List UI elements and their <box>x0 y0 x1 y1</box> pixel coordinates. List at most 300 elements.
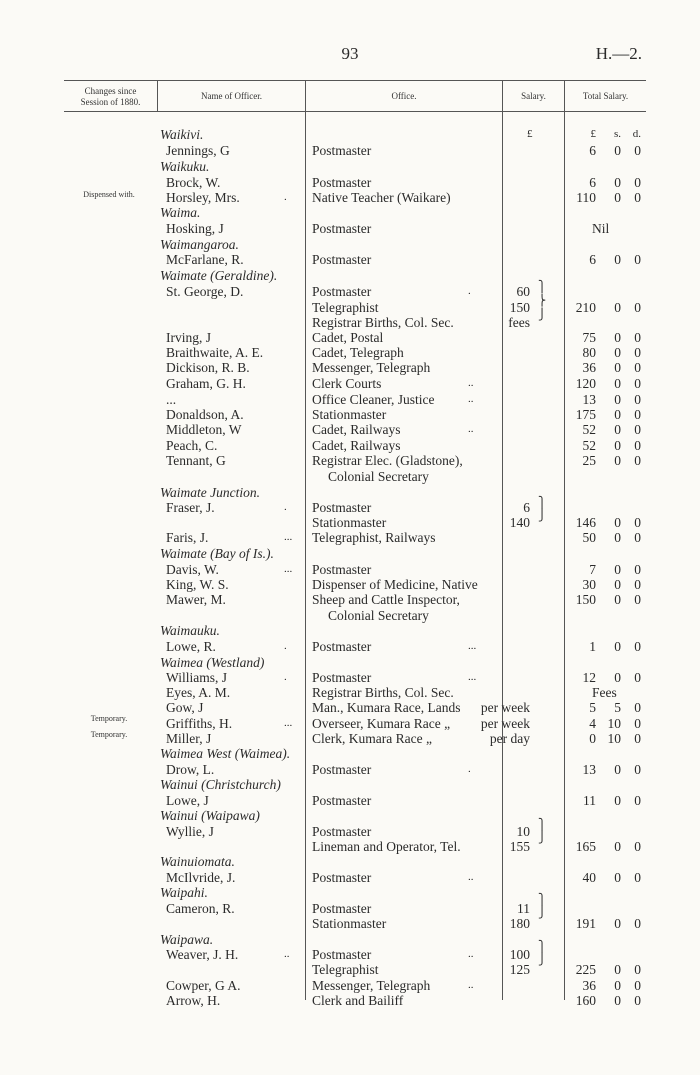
office-title: Postmaster <box>312 870 372 885</box>
total-pounds: 6 <box>589 143 596 158</box>
place-name: Waikivi. <box>160 127 204 142</box>
total-pounds: 160 <box>575 993 596 1008</box>
total-shillings: 10 <box>607 716 621 731</box>
officer-name: Jennings, G <box>166 143 230 158</box>
office-title: Postmaster <box>312 670 372 685</box>
total-shillings: 0 <box>614 762 621 777</box>
total-pence: 0 <box>634 345 641 360</box>
place-heading-row <box>0 159 700 174</box>
total-pence: 0 <box>634 515 641 530</box>
table-row <box>0 252 700 267</box>
total-salary <box>570 175 646 190</box>
office-title: Stationmaster <box>312 916 387 931</box>
table-row <box>0 916 700 931</box>
total-pence: 0 <box>634 731 641 746</box>
total-pence: 0 <box>634 190 641 205</box>
place-name: Waimauku. <box>160 623 220 638</box>
office-title: Sheep and Cattle Inspector, <box>312 592 460 607</box>
total-shillings: 0 <box>614 916 621 931</box>
total-pence: 0 <box>634 392 641 407</box>
place-heading-row <box>0 777 700 792</box>
table-row <box>0 947 700 962</box>
total-salary <box>570 407 646 422</box>
office-title: Cadet, Railways <box>312 438 401 453</box>
total-shillings: 0 <box>614 639 621 654</box>
salary-brace: ⎫ ⎬ ⎭ <box>538 281 547 321</box>
salary-value: 11 <box>517 901 530 916</box>
officer-name: Irving, J <box>166 330 211 345</box>
officer-name: Lowe, R. <box>166 639 216 654</box>
table-row <box>0 762 700 777</box>
total-shillings: 0 <box>614 392 621 407</box>
place-name: Waimea West (Waimea). <box>160 746 291 761</box>
total-salary <box>570 916 646 931</box>
total-pence: 0 <box>634 252 641 267</box>
officer-name: Lowe, J <box>166 793 209 808</box>
place-heading-row <box>0 746 700 761</box>
total-pence: 0 <box>634 916 641 931</box>
table-row <box>0 978 700 993</box>
total-salary <box>570 438 646 453</box>
total-pounds: 36 <box>582 978 596 993</box>
leader-dots: .. <box>468 393 474 405</box>
total-pounds: 4 <box>589 716 596 731</box>
total-salary <box>570 562 646 577</box>
officer-name: King, W. S. <box>166 577 229 592</box>
salary-brace: ⎫ ⎭ <box>538 941 547 966</box>
officer-name: St. George, D. <box>166 284 244 299</box>
total-shillings: 0 <box>614 577 621 592</box>
total-shillings: 0 <box>614 453 621 468</box>
salary-value: 180 <box>509 916 530 931</box>
total-pounds: 11 <box>583 793 596 808</box>
total-pounds: 13 <box>582 392 596 407</box>
officer-name: Miller, J <box>166 731 212 746</box>
total-pounds: 40 <box>582 870 596 885</box>
officer-name: Dickison, R. B. <box>166 360 250 375</box>
total-salary <box>570 376 646 391</box>
leader-dots: .. <box>468 377 474 389</box>
total-pounds: 50 <box>582 530 596 545</box>
table-row <box>0 345 700 360</box>
office-title: Colonial Secretary <box>328 608 429 623</box>
total-salary <box>570 345 646 360</box>
office-title: Overseer, Kumara Race „ <box>312 716 451 731</box>
place-name: Waima. <box>160 205 201 220</box>
header-changes: Changes since Session of 1880. <box>80 86 141 107</box>
total-salary <box>570 330 646 345</box>
total-shillings: 0 <box>614 962 621 977</box>
table-row <box>0 143 700 158</box>
officer-name: Cowper, G A. <box>166 978 241 993</box>
total-shillings: 0 <box>614 300 621 315</box>
total-pence: 0 <box>634 978 641 993</box>
place-heading-row <box>0 127 700 142</box>
office-title: Clerk and Bailiff <box>312 993 404 1008</box>
office-title: Postmaster <box>312 639 372 654</box>
header-total: Total Salary. <box>582 91 629 101</box>
total-pounds: 7 <box>589 562 596 577</box>
total-salary <box>570 515 646 530</box>
header-salary: Salary. <box>521 91 546 101</box>
office-title: Postmaster <box>312 562 372 577</box>
total-salary <box>570 453 646 468</box>
place-name: Waipawa. <box>160 932 214 947</box>
leader-dots: .. <box>468 423 474 435</box>
leader-dots: . <box>284 640 287 652</box>
leader-dots: .. <box>284 948 290 960</box>
total-salary <box>570 793 646 808</box>
officer-name: Drow, L. <box>166 762 215 777</box>
table-row <box>0 700 700 715</box>
total-salary <box>570 716 646 731</box>
table-row <box>0 376 700 391</box>
total-pence: 0 <box>634 562 641 577</box>
officer-name: Brock, W. <box>166 175 221 190</box>
total-pence: 0 <box>634 376 641 391</box>
total-units: £ s. d. <box>590 128 641 140</box>
table-row <box>0 562 700 577</box>
total-pounds: 12 <box>582 670 596 685</box>
salary-value: 10 <box>516 824 530 839</box>
place-name: Waikuku. <box>160 159 210 174</box>
total-pounds: 30 <box>582 577 596 592</box>
place-name: Waimate (Geraldine). <box>160 268 278 283</box>
total-pence: 0 <box>634 577 641 592</box>
table-row <box>0 685 700 700</box>
total-pounds: 6 <box>589 175 596 190</box>
table-row <box>0 716 700 731</box>
total-pence: 0 <box>634 438 641 453</box>
total-pence: 0 <box>634 422 641 437</box>
total-pence: 0 <box>634 530 641 545</box>
office-title: Postmaster <box>312 221 372 236</box>
total-shillings: 0 <box>614 143 621 158</box>
officer-name: Donaldson, A. <box>166 407 244 422</box>
total-salary <box>570 993 646 1008</box>
place-name: Waimate Junction. <box>160 485 260 500</box>
total-salary <box>570 839 646 854</box>
leader-dots: . <box>468 285 471 297</box>
total-pounds: 6 <box>589 252 596 267</box>
officer-name: Graham, G. H. <box>166 376 246 391</box>
table-top-rule <box>64 80 646 81</box>
leader-dots: .. <box>468 871 474 883</box>
table-header-rule <box>64 111 646 112</box>
total-shillings: 0 <box>614 360 621 375</box>
table-row <box>0 824 700 839</box>
table-row <box>0 500 700 515</box>
leader-dots: . <box>284 501 287 513</box>
total-shillings: 0 <box>614 345 621 360</box>
total-pence: 0 <box>634 700 641 715</box>
total-pence: 0 <box>634 839 641 854</box>
salary-value: 100 <box>509 947 530 962</box>
total-pounds: 25 <box>582 453 596 468</box>
table-row <box>0 360 700 375</box>
total-salary <box>570 252 646 267</box>
total-pounds: 120 <box>575 376 596 391</box>
total-shillings: 0 <box>614 438 621 453</box>
office-title: Man., Kumara Race, Lands <box>312 700 461 715</box>
officer-name: Eyes, A. M. <box>166 685 231 700</box>
table-row <box>0 870 700 885</box>
office-title: Telegraphist <box>312 962 379 977</box>
total-pounds: 191 <box>575 916 596 931</box>
total-salary <box>570 143 646 158</box>
table-row <box>0 515 700 530</box>
total-salary <box>570 762 646 777</box>
total-salary <box>570 978 646 993</box>
total-text: Fees <box>592 685 617 700</box>
total-pence: 0 <box>634 870 641 885</box>
table-row <box>0 670 700 685</box>
place-heading-row <box>0 655 700 670</box>
officer-name: Tennant, G <box>166 453 226 468</box>
office-title: Office Cleaner, Justice <box>312 392 435 407</box>
place-name: Waimea (Westland) <box>160 655 265 670</box>
total-shillings: 0 <box>614 252 621 267</box>
office-title: Postmaster <box>312 762 372 777</box>
office-title: Postmaster <box>312 252 372 267</box>
page-number: 93 <box>341 44 359 63</box>
table-row <box>0 438 700 453</box>
leader-dots: .. <box>468 979 474 991</box>
table-row <box>0 530 700 545</box>
officer-name: McIlvride, J. <box>166 870 236 885</box>
office-title: Stationmaster <box>312 407 387 422</box>
total-salary <box>570 670 646 685</box>
salary-value: per week <box>480 700 530 715</box>
total-pence: 0 <box>634 762 641 777</box>
table-row <box>0 221 700 236</box>
officer-name: Middleton, W <box>166 422 242 437</box>
total-shillings: 0 <box>614 978 621 993</box>
total-shillings: 0 <box>614 515 621 530</box>
total-pence: 0 <box>634 143 641 158</box>
salary-value: per day <box>489 731 530 746</box>
total-shillings: 0 <box>614 839 621 854</box>
total-salary <box>570 221 646 236</box>
margin-note: Temporary. <box>90 714 128 723</box>
total-salary <box>570 685 646 700</box>
place-heading-row <box>0 485 700 500</box>
total-salary <box>570 592 646 607</box>
total-salary <box>570 639 646 654</box>
leader-dots: ... <box>468 640 477 652</box>
salary-brace: ⎫ ⎭ <box>538 819 547 844</box>
officer-name: ... <box>166 392 177 407</box>
place-heading-row <box>0 205 700 220</box>
leader-dots: .. <box>468 948 474 960</box>
officer-name: Mawer, M. <box>166 592 226 607</box>
place-heading-row <box>0 237 700 252</box>
total-pence: 0 <box>634 962 641 977</box>
salary-value: per week <box>480 716 530 731</box>
office-title: Messenger, Telegraph <box>312 360 431 375</box>
total-shillings: 0 <box>614 422 621 437</box>
table-row <box>0 639 700 654</box>
leader-dots: ... <box>284 717 293 729</box>
table-row <box>0 469 700 484</box>
table-row <box>0 315 700 330</box>
place-heading-row <box>0 885 700 900</box>
office-title: Cadet, Railways <box>312 422 401 437</box>
total-pence: 0 <box>634 175 641 190</box>
leader-dots: ... <box>284 563 293 575</box>
table-row <box>0 962 700 977</box>
officer-name: Cameron, R. <box>166 901 235 916</box>
header-office: Office. <box>391 91 417 101</box>
office-title: Postmaster <box>312 901 372 916</box>
place-heading-row <box>0 623 700 638</box>
total-salary <box>570 731 646 746</box>
officer-name: Hosking, J <box>166 221 224 236</box>
total-shillings: 0 <box>614 175 621 190</box>
total-shillings: 0 <box>614 870 621 885</box>
total-pounds: 52 <box>582 422 596 437</box>
place-name: Wainui (Christchurch) <box>160 777 281 792</box>
office-title: Lineman and Operator, Tel. <box>312 839 461 854</box>
total-pence: 0 <box>634 330 641 345</box>
table-row <box>0 422 700 437</box>
margin-note: Temporary. <box>90 730 128 739</box>
place-name: Waimangaroa. <box>160 237 239 252</box>
total-shillings: 0 <box>614 407 621 422</box>
officer-name: Arrow, H. <box>166 993 221 1008</box>
leader-dots: . <box>468 763 471 775</box>
total-pounds: 225 <box>575 962 596 977</box>
table-row <box>0 190 700 205</box>
office-title: Postmaster <box>312 284 372 299</box>
place-heading-row <box>0 268 700 283</box>
total-pounds: 210 <box>575 300 596 315</box>
office-title: Stationmaster <box>312 515 387 530</box>
office-title: Messenger, Telegraph <box>312 978 431 993</box>
document-reference: H.—2. <box>595 44 642 63</box>
table-row <box>0 731 700 746</box>
total-pounds: 13 <box>582 762 596 777</box>
office-title: Clerk Courts <box>312 376 382 391</box>
salary-brace: ⎫ ⎭ <box>538 497 547 522</box>
salary-value: 140 <box>509 515 530 530</box>
total-pounds: 75 <box>582 330 596 345</box>
office-title: Cadet, Postal <box>312 330 384 345</box>
total-pence: 0 <box>634 407 641 422</box>
table-row <box>0 577 700 592</box>
officer-name: Griffiths, H. <box>166 716 233 731</box>
salary-value: 6 <box>523 500 530 515</box>
total-pence: 0 <box>634 793 641 808</box>
leader-dots: . <box>284 671 287 683</box>
place-heading-row <box>0 546 700 561</box>
total-shillings: 0 <box>614 793 621 808</box>
total-pounds: 80 <box>582 345 596 360</box>
total-salary <box>570 360 646 375</box>
officer-name: Davis, W. <box>166 562 219 577</box>
place-heading-row <box>0 808 700 823</box>
officer-name: Williams, J <box>166 670 227 685</box>
table-row <box>0 592 700 607</box>
table-row <box>0 608 700 623</box>
officer-name: Faris, J. <box>166 530 209 545</box>
total-shillings: 0 <box>614 376 621 391</box>
office-title: Postmaster <box>312 143 372 158</box>
total-pounds: 175 <box>575 407 596 422</box>
total-pence: 0 <box>634 592 641 607</box>
table-row <box>0 300 700 315</box>
total-pence: 0 <box>634 993 641 1008</box>
officer-name: Peach, C. <box>166 438 218 453</box>
office-title: Cadet, Telegraph <box>312 345 404 360</box>
leader-dots: . <box>284 191 287 203</box>
total-shillings: 0 <box>614 592 621 607</box>
total-pounds: 1 <box>589 639 596 654</box>
total-shillings: 0 <box>614 330 621 345</box>
total-pence: 0 <box>634 716 641 731</box>
total-salary <box>570 190 646 205</box>
total-salary <box>570 530 646 545</box>
total-shillings: 0 <box>614 670 621 685</box>
total-pence: 0 <box>634 639 641 654</box>
total-shillings: 5 <box>614 700 621 715</box>
header-name: Name of Officer. <box>200 91 263 101</box>
office-title: Postmaster <box>312 947 372 962</box>
office-title: Native Teacher (Waikare) <box>312 190 451 205</box>
office-title: Postmaster <box>312 175 372 190</box>
table-row <box>0 407 700 422</box>
office-title: Postmaster <box>312 500 372 515</box>
margin-note: Dispensed with. <box>83 190 135 199</box>
office-title: Registrar Births, Col. Sec. <box>312 315 454 330</box>
salary-value: 155 <box>509 839 530 854</box>
office-title: Dispenser of Medicine, Native <box>312 577 478 592</box>
total-shillings: 0 <box>614 562 621 577</box>
salary-brace: ⎫ ⎭ <box>538 894 547 919</box>
total-pence: 0 <box>634 453 641 468</box>
total-salary <box>570 700 646 715</box>
total-pence: 0 <box>634 300 641 315</box>
office-title: Registrar Elec. (Gladstone), <box>312 453 463 468</box>
office-title: Telegraphist <box>312 300 379 315</box>
total-salary <box>570 422 646 437</box>
place-heading-row <box>0 854 700 869</box>
place-heading-row <box>0 932 700 947</box>
office-title: Postmaster <box>312 824 372 839</box>
total-shillings: 0 <box>614 190 621 205</box>
table-row <box>0 453 700 468</box>
total-pence: 0 <box>634 670 641 685</box>
table-row <box>0 993 700 1008</box>
total-pence: 0 <box>634 360 641 375</box>
place-name: Wainui (Waipawa) <box>160 808 260 823</box>
officer-name: McFarlane, R. <box>166 252 244 267</box>
total-pounds: 150 <box>575 592 596 607</box>
total-salary <box>570 392 646 407</box>
total-pounds: 5 <box>589 700 596 715</box>
table-row <box>0 839 700 854</box>
total-salary <box>570 870 646 885</box>
total-pounds: 110 <box>576 190 596 205</box>
table-row <box>0 392 700 407</box>
total-pounds: 52 <box>582 438 596 453</box>
place-name: Waipahi. <box>160 885 208 900</box>
total-text: Nil <box>592 221 610 236</box>
total-pounds: 36 <box>582 360 596 375</box>
office-title: Telegraphist, Railways <box>312 530 436 545</box>
officer-name: Gow, J <box>166 700 204 715</box>
total-pounds: 165 <box>575 839 596 854</box>
